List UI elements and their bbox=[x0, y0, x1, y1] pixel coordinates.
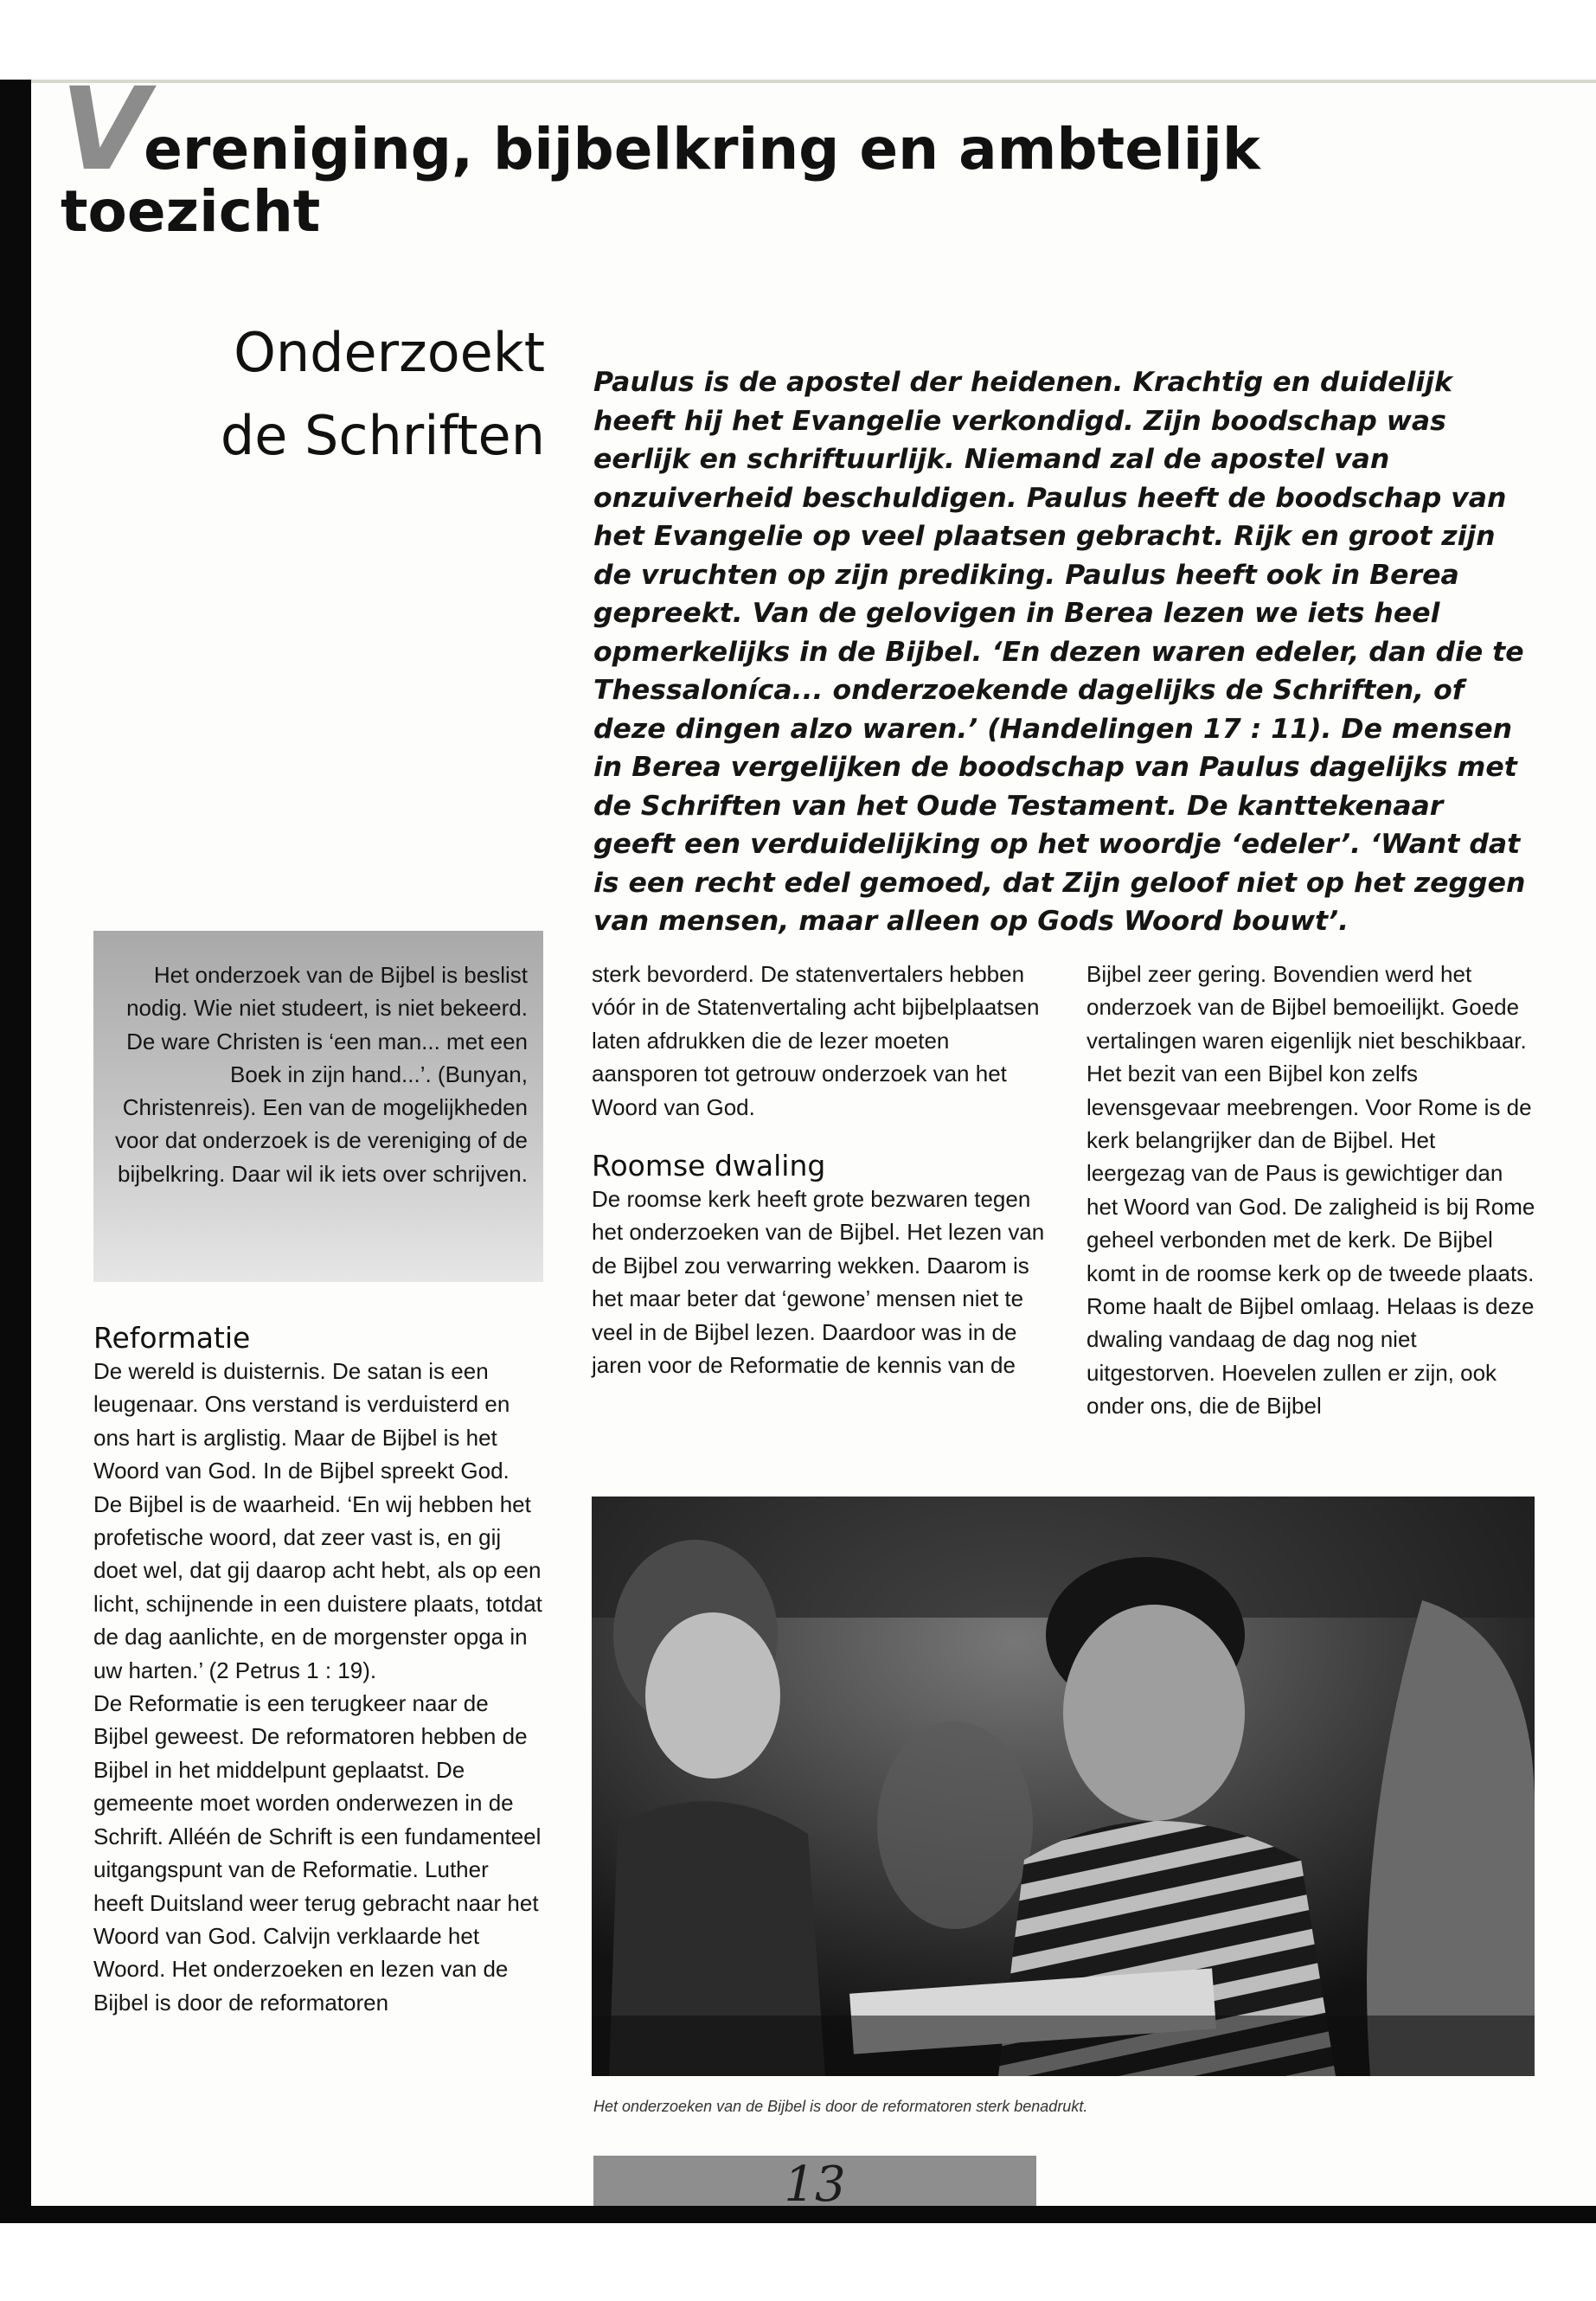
column-right bbox=[1086, 958, 1536, 1423]
article-subtitle bbox=[95, 311, 545, 478]
scan-margin-bottom bbox=[0, 2223, 1596, 2301]
body-paragraph: Bijbel zeer gering. Bovendien werd het onderzoek van de Bijbel bemoeilijkt. Goede vertalingen waren eigenlijk niet beschikbaar. Het bezit van een Bijbel kon zelfs levensgevaar meebrengen. Voor Rome is de kerk belangrijker dan de Bijbel. Het leergezag van de Paus is gewichtiger dan het Woord van God. De zaligheid is bij Rome geheel verbonden met de kerk. De Bijbel komt in de roomse kerk op de tweede plaats. Rome haalt de Bijbel omlaag. Helaas is deze dwaling vandaag de dag nog niet uitgestorven. Hoevelen zullen er zijn, ook onder ons, die de Bijbel bbox=[1086, 961, 1535, 1420]
subtitle-line-2: de Schriften bbox=[220, 404, 545, 467]
sidebar-quote-text: Het onderzoek van de Bijbel is beslist nodig. Wie niet studeert, is niet bekeerd. De ware Christen is ‘een man... met een Boek in zijn hand...’. (Bunyan, Christenreis). Een van de mogelijkheden voor dat onderzoek is de vereniging of de bijbelkring. Daar wil ik iets over schrijven. bbox=[115, 962, 528, 1187]
section-heading-roomse-dwaling: Roomse dwaling bbox=[592, 1149, 826, 1183]
body-paragraph: sterk bevorderd. De statenvertalers hebben vóór in de Statenvertaling acht bijbelplaatsen laten afdrukken die de lezer moeten aansporen tot getrouw onderzoek van het Woord van God. bbox=[592, 961, 1040, 1120]
article-photo bbox=[592, 1497, 1535, 2076]
headline-text: ereniging, bijbelkring en ambtelijk toezicht bbox=[61, 116, 1260, 245]
column-middle bbox=[592, 958, 1050, 1381]
body-paragraph: De roomse kerk heeft grote bezwaren tegen het onderzoeken van de Bijbel. Het lezen van de Bijbel zou verwarring wekken. Daarom is het maar beter dat ‘gewone’ mensen niet te veel in de Bijbel lezen. Daardoor was in de jaren voor de Reformatie de kennis van de bbox=[592, 1186, 1045, 1379]
column-left bbox=[93, 1322, 543, 2019]
photo-students-reading-bible-icon bbox=[592, 1497, 1535, 2076]
intro-paragraph: Paulus is de apostel der heidenen. Krachtig en duidelijk heeft hij het Evangelie verkondigd. Zijn boodschap was eerlijk en schriftuurlijk. Niemand zal de apostel van onzuiverheid beschuldigen. Paulus heeft de boodschap van het Evangelie op veel plaatsen gebracht. Rijk en groot zijn de vruchten op zijn prediking. Paulus heeft ook in Berea gepreekt. Van de gelovigen in Berea lezen we iets heel opmerkelijks in de Bijbel. ‘En dezen waren edeler, dan die te Thessaloníca... onderzoekende dagelijks de Schriften, of deze dingen alzo waren.’ (Handelingen 17 : 11). De mensen in Berea vergelijken de boodschap van Paulus dagelijks met de Schriften van het Oude Testament. De kanttekenaar geeft een verduidelijking op het woordje ‘edeler’. ‘Want dat is een recht edel gemoed, dat Zijn geloof niet op het zeggen van mensen, maar alleen op Gods Woord bouwt’. bbox=[593, 367, 1526, 937]
scan-edge-left bbox=[0, 80, 31, 2223]
body-paragraph: De Reformatie is een terugkeer naar de Bijbel geweest. De reformatoren hebben de Bijbel in het middelpunt geplaatst. De gemeente moet worden onderwezen in de Schrift. Alléén de Schrift is een fundamenteel uitgangspunt van de Reformatie. Luther heeft Duitsland weer terug gebracht naar het Woord van God. Calvijn verklaarde het Woord. Het onderzoeken en lezen van de Bijbel is door de reformatoren bbox=[93, 1690, 542, 2016]
page-number: 13 bbox=[784, 2157, 846, 2213]
subtitle-line-1: Onderzoekt bbox=[234, 321, 545, 384]
article-headline bbox=[61, 63, 1445, 245]
body-paragraph: De wereld is duisternis. De satan is een leugenaar. Ons verstand is verduisterd en ons hart is arglistig. Maar de Bijbel is het Woord van God. In de Bijbel spreekt God. De Bijbel is de waarheid. ‘En wij hebben het profetische woord, dat zeer vast is, en gij doet wel, dat gij daarop acht hebt, als op een licht, schijnende in een duistere plaats, totdat de dag aanlichte, en de morgenster opga in uw harten.’ (2 Petrus 1 : 19). bbox=[93, 1358, 542, 1683]
headline-drop-cap: V bbox=[61, 63, 144, 196]
section-heading-reformatie: Reformatie bbox=[93, 1321, 251, 1355]
photo-caption: Het onderzoeken van de Bijbel is door de reformatoren sterk benadrukt. bbox=[593, 2098, 1088, 2115]
